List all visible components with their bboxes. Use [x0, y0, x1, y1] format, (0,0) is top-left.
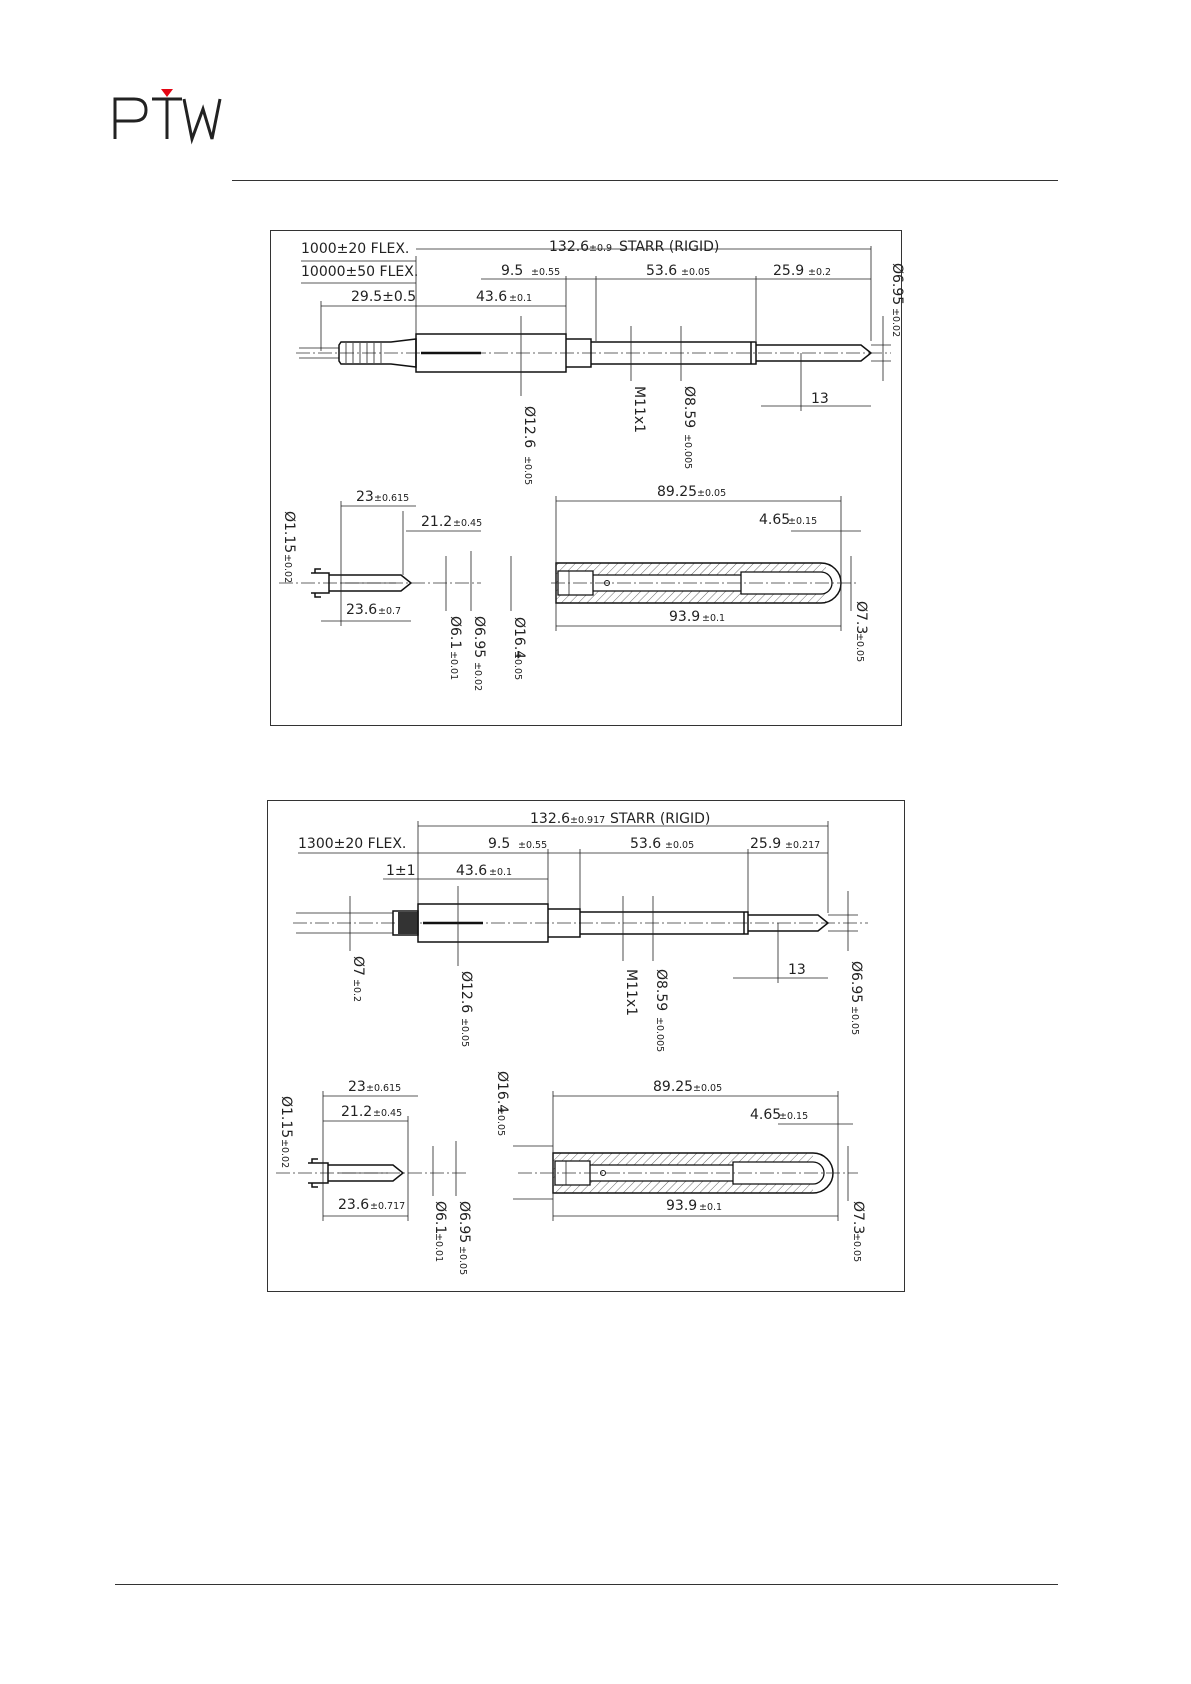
header-rule [232, 180, 1058, 181]
d2-dim-43-6-tol: ±0.1 [489, 867, 513, 878]
d1-dim-23-6: 23.6 [346, 602, 378, 618]
d1-dia-12-6-tol: ±0.05 [522, 456, 533, 486]
d1-dim-21-2: 21.2 [421, 514, 453, 530]
d2-dim-9-5: 9.5 [488, 836, 511, 852]
d1-dia-1-15-tol: ±0.02 [282, 554, 293, 584]
d1-dia-12-6: Ø12.6 [521, 406, 537, 449]
d2-dia-8-59-tol: ±0.005 [654, 1017, 665, 1053]
d2-dia-6-95-tol: ±0.05 [849, 1006, 860, 1036]
footer-rule [115, 1584, 1058, 1585]
d1-rigid-tol: ±0.9 [589, 243, 613, 254]
d2-dia-6-95b-tol: ±0.05 [457, 1246, 468, 1276]
d1-dia-6-95: Ø6.95 [889, 263, 905, 306]
d1-dim-4-65-tol: ±0.15 [788, 516, 818, 527]
d2-rigid-tol: ±0.917 [570, 815, 606, 826]
d2-dia-7-3-tol: ±0.05 [851, 1233, 862, 1263]
d1-dia-6-95-tol: ±0.02 [890, 308, 901, 338]
d2-thread: M11x1 [623, 969, 639, 1017]
d1-dia-7-3-tol: ±0.05 [854, 633, 865, 663]
d2-dia-7-3: Ø7.3 [850, 1201, 866, 1235]
d2-dim-93-9: 93.9 [666, 1198, 698, 1214]
d1-rigid-length: 132.6 [549, 239, 590, 255]
d1-dia-6-95b: Ø6.95 [471, 616, 487, 659]
d2-dia-6-1: Ø6.1 [432, 1201, 448, 1235]
d2-dim-25-9-tol: ±0.217 [785, 840, 821, 851]
d2-dia-16-4: Ø16.4 [494, 1071, 510, 1114]
d2-dim-21-2: 21.2 [341, 1104, 373, 1120]
technical-drawing-2 [267, 800, 905, 1292]
d2-dim-23-tol: ±0.615 [366, 1083, 402, 1094]
d2-dim-53-6-tol: ±0.05 [665, 840, 695, 851]
d2-rigid-label: STARR (RIGID) [610, 811, 711, 827]
d1-dia-6-1: Ø6.1 [447, 616, 463, 650]
d1-dim-53-6: 53.6 [646, 263, 678, 279]
d1-dia-1-15: Ø1.15 [281, 511, 297, 554]
d1-flex-length-1: 1000±20 FLEX. [301, 241, 410, 257]
d2-flex-length: 1300±20 FLEX. [298, 836, 407, 852]
d2-dia-7: Ø7 [350, 956, 366, 976]
d1-dim-9-5: 9.5 [501, 263, 524, 279]
d2-dim-21-2-tol: ±0.45 [373, 1108, 403, 1119]
d1-dim-93-9-tol: ±0.1 [702, 613, 726, 624]
d2-dia-16-4-tol: ±0.05 [495, 1107, 506, 1137]
d1-dia-6-1-tol: ±0.01 [448, 651, 459, 681]
d1-dim-43-6-tol: ±0.1 [509, 293, 533, 304]
d2-dim-93-9-tol: ±0.1 [699, 1202, 723, 1213]
d2-dim-89-25-tol: ±0.05 [693, 1083, 723, 1094]
drawing-2-svg [268, 801, 904, 1291]
d2-dia-8-59: Ø8.59 [653, 969, 669, 1012]
d2-dia-12-6: Ø12.6 [458, 971, 474, 1014]
d2-dia-1-15: Ø1.15 [278, 1096, 294, 1139]
d1-dim-53-6-tol: ±0.05 [681, 267, 711, 278]
d1-dim-21-2-tol: ±0.45 [453, 518, 483, 529]
d1-rigid-label: STARR (RIGID) [619, 239, 720, 255]
d2-rigid-length: 132.6 [530, 811, 571, 827]
d2-dia-6-95: Ø6.95 [848, 961, 864, 1004]
d1-dim-89-25-tol: ±0.05 [697, 488, 727, 499]
d2-dim-89-25: 89.25 [653, 1079, 694, 1095]
d1-dia-8-59-tol: ±0.005 [682, 434, 693, 470]
d2-dia-7-tol: ±0.2 [351, 979, 362, 1003]
d1-dim-89-25: 89.25 [657, 484, 698, 500]
d2-dim-23-6-tol: ±0.717 [370, 1201, 406, 1212]
d2-dim-53-6: 53.6 [630, 836, 662, 852]
d2-dim-23: 23 [348, 1079, 366, 1095]
d1-dim-25-9-tol: ±0.2 [808, 267, 832, 278]
d1-dim-13: 13 [811, 391, 829, 407]
d1-dia-16-4-tol: ±0.05 [512, 651, 523, 681]
d1-dia-16-4: Ø16.4 [511, 617, 527, 660]
d2-dia-6-95b: Ø6.95 [456, 1201, 472, 1244]
d2-dim-25-9: 25.9 [750, 836, 782, 852]
d1-dia-7-3: Ø7.3 [853, 601, 869, 635]
technical-drawing-1 [270, 230, 905, 726]
d2-dim-1: 1±1 [386, 863, 416, 879]
d2-dim-13: 13 [788, 962, 806, 978]
d2-dim-4-65-tol: ±0.15 [779, 1111, 809, 1122]
d1-dim-93-9: 93.9 [669, 609, 701, 625]
d1-dim-23-tol: ±0.615 [374, 493, 410, 504]
d2-dim-43-6: 43.6 [456, 863, 488, 879]
d1-dim-29-5: 29.5±0.5 [351, 289, 417, 305]
d1-dim-23: 23 [356, 489, 374, 505]
d1-dim-25-9: 25.9 [773, 263, 805, 279]
d1-dim-43-6: 43.6 [476, 289, 508, 305]
d1-thread: M11x1 [631, 386, 647, 434]
d2-dim-9-5-tol: ±0.55 [518, 840, 548, 851]
d2-dia-1-15-tol: ±0.02 [279, 1139, 290, 1169]
d2-dim-4-65: 4.65 [750, 1107, 782, 1123]
d1-dim-9-5-tol: ±0.55 [531, 267, 561, 278]
d1-dia-8-59: Ø8.59 [681, 386, 697, 429]
logo-accent-triangle [161, 89, 173, 97]
d1-dim-4-65: 4.65 [759, 512, 791, 528]
d1-dia-6-95b-tol: ±0.02 [472, 662, 483, 692]
d1-dim-23-6-tol: ±0.7 [378, 606, 402, 617]
d2-dia-12-6-tol: ±0.05 [459, 1018, 470, 1048]
ptw-logo [112, 85, 222, 141]
d2-dim-23-6: 23.6 [338, 1197, 370, 1213]
d1-flex-length-2: 10000±50 FLEX. [301, 264, 419, 280]
drawing-1-svg [271, 231, 905, 725]
d2-dia-6-1-tol: ±0.01 [433, 1233, 444, 1263]
